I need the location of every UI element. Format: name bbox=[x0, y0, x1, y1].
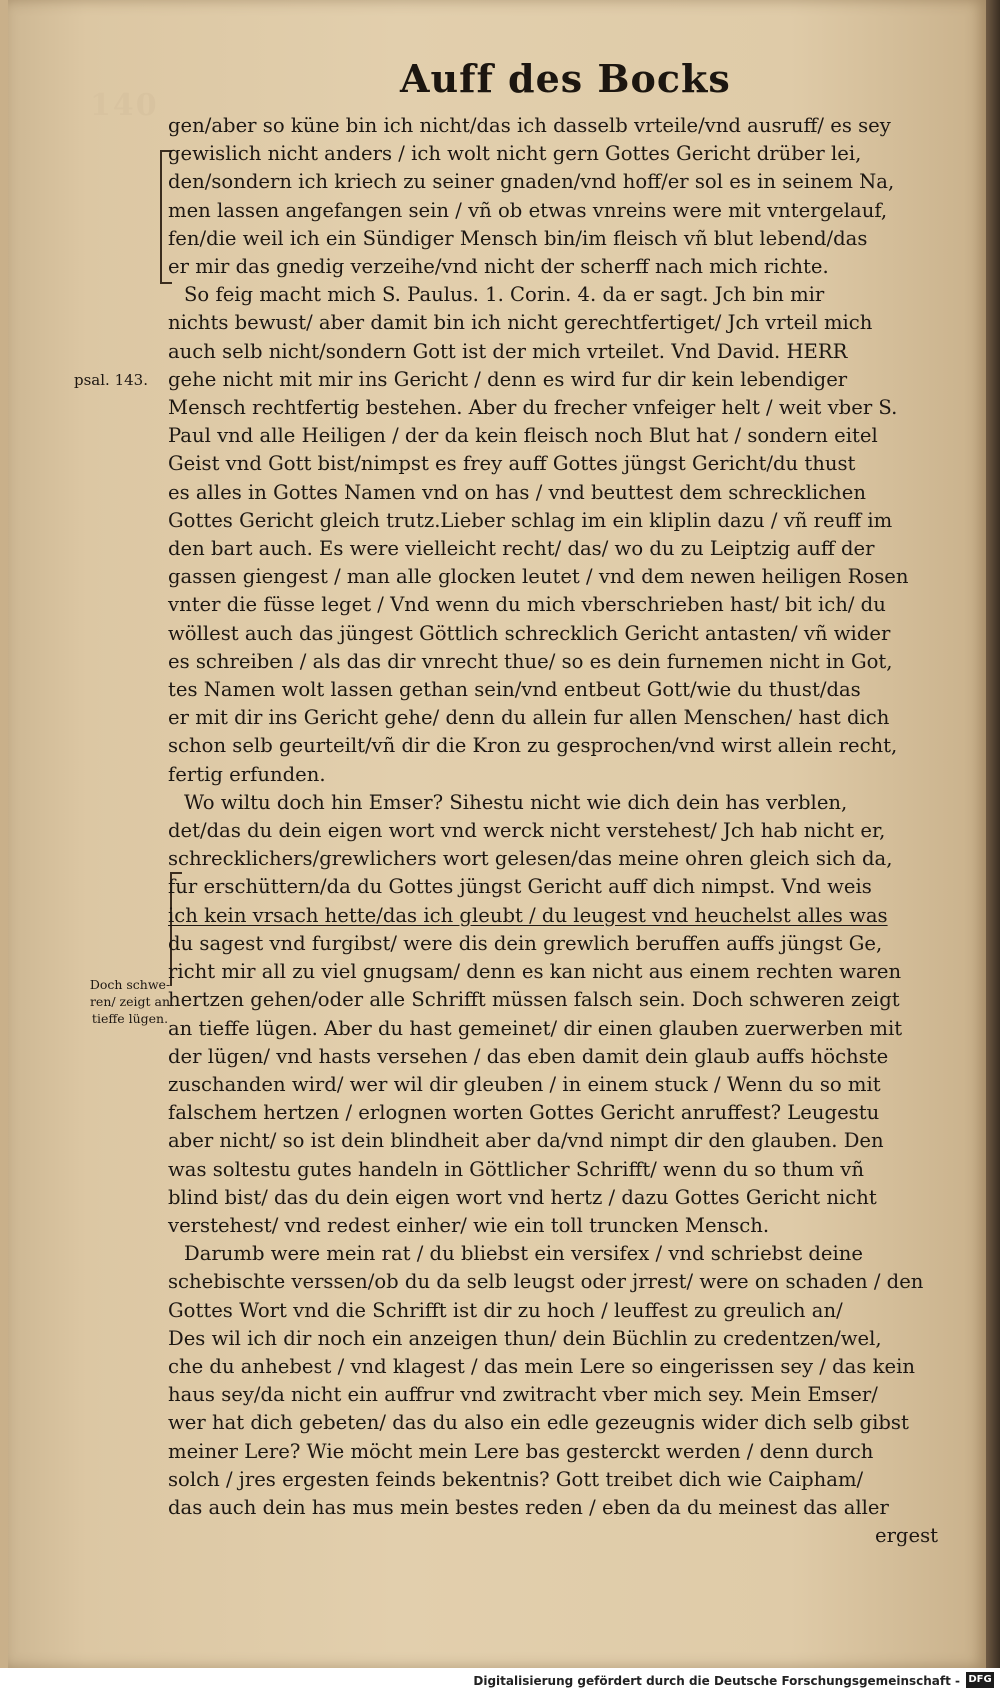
text-line: solch / jres ergesten feinds bekentnis? Gott treibet dich wie Caipham/ bbox=[168, 1467, 864, 1491]
text-line: men lassen angefangen sein / vñ ob etwas vnreins were mit vntergelauf, bbox=[168, 198, 888, 222]
text-line: Gottes Gericht gleich trutz.Lieber schlag im ein kliplin dazu / vñ reuff im bbox=[168, 508, 893, 532]
text-line: fur erschüttern/da du Gottes jüngst Gericht auff dich nimpst. Vnd weis bbox=[168, 875, 872, 899]
text-line: gen/aber so küne bin ich nicht/das ich dasselb vrteile/vnd ausruff/ es sey bbox=[168, 114, 891, 137]
catchword: ergest bbox=[874, 1524, 938, 1548]
text-line: Darumb were mein rat / du bliebst ein versifex / vnd schriebst deine bbox=[184, 1242, 863, 1266]
text-line: gewislich nicht anders / ich wolt nicht gern Gottes Gericht drüber lei, bbox=[168, 142, 862, 166]
text-line: tes Namen wolt lassen gethan sein/vnd entbeut Gott/wie du thust/das bbox=[168, 678, 861, 702]
text-line: das auch dein has mus mein bestes reden / eben da du meinest das aller bbox=[168, 1495, 889, 1519]
folio-number: 140 bbox=[90, 88, 159, 123]
text-line: den bart auch. Es were vielleicht recht/ das/ wo du zu Leiptzig auff der bbox=[168, 537, 875, 561]
dfg-logo: DFG bbox=[966, 1672, 994, 1688]
text-line: aber nicht/ so ist dein blindheit aber da/vnd nimpt dir den glauben. Den bbox=[168, 1129, 884, 1153]
text-line: wöllest auch das jüngest Göttlich schrecklich Gericht antasten/ vñ wider bbox=[168, 621, 891, 645]
text-line: er mit dir ins Gericht gehe/ denn du allein fur allen Menschen/ hast dich bbox=[168, 706, 890, 730]
text-line: che du anhebest / vnd klagest / das mein Lere so eingerissen sey / das kein bbox=[168, 1354, 915, 1378]
text-line: Wo wiltu doch hin Emser? Sihestu nicht wie dich dein has verblen, bbox=[184, 790, 848, 814]
text-line: auch selb nicht/sondern Gott ist der mich vrteilet. Vnd David. HERR bbox=[168, 339, 848, 363]
text-line: er mir das gnedig verzeihe/vnd nicht der scherff nach mich richte. bbox=[168, 255, 829, 279]
text-line: hertzen gehen/oder alle Schrifft müssen falsch sein. Doch schweren zeigt bbox=[168, 988, 900, 1012]
text-line: fertig erfunden. bbox=[168, 762, 326, 786]
text-line: was soltestu gutes handeln in Göttlicher Schrifft/ wenn du so thum vñ bbox=[168, 1157, 864, 1181]
margin-note-psalm: psal. 143. bbox=[74, 371, 148, 389]
text-line: wer hat dich gebeten/ das du also ein edle gezeugnis wider dich selb gibst bbox=[168, 1411, 909, 1435]
text-line: den/sondern ich kriech zu seiner gnaden/vnd hoff/er sol es in seinem Na, bbox=[168, 170, 895, 194]
text-line: schrecklichers/grewlichers wort gelesen/das meine ohren gleich sich da, bbox=[168, 847, 893, 871]
text-line: schebischte verssen/ob du da selb leugst oder jrrest/ were on schaden / den bbox=[168, 1270, 924, 1294]
text-line: blind bist/ das du dein eigen wort vnd hertz / dazu Gottes Gericht nicht bbox=[168, 1185, 877, 1209]
text-line: es alles in Gottes Namen vnd on has / vnd beuttest dem schrecklichen bbox=[168, 480, 866, 504]
footer-credit: Digitalisierung gefördert durch die Deutsche Forschungsgemeinschaft - bbox=[473, 1674, 960, 1688]
body-text bbox=[168, 112, 938, 1550]
text-line: es schreiben / als das dir vnrecht thue/ so es dein furnemen nicht in Got, bbox=[168, 649, 893, 673]
text-line: Gottes Wort vnd die Schrifft ist dir zu hoch / leuffest zu greulich an/ bbox=[168, 1298, 843, 1322]
text-line: Mensch rechtfertig bestehen. Aber du frecher vnfeiger helt / weit vber S. bbox=[168, 396, 898, 420]
text-line: nichts bewust/ aber damit bin ich nicht gerechtfertiget/ Jch vrteil mich bbox=[168, 311, 873, 335]
text-line: meiner Lere? Wie möcht mein Lere bas gesterckt werden / denn durch bbox=[168, 1439, 874, 1463]
page-edge bbox=[986, 0, 1000, 1668]
running-head: Auff des Bocks bbox=[400, 56, 731, 101]
text-line: gassen giengest / man alle glocken leutet / vnd dem newen heiligen Rosen bbox=[168, 565, 909, 589]
text-line: verstehest/ vnd redest einher/ wie ein toll truncken Mensch. bbox=[168, 1213, 770, 1237]
margin-note-doch-schweren: Doch schwe-ren/ zeigt an tieffe lügen. bbox=[89, 977, 171, 1026]
text-line: der lügen/ vnd hasts versehen / das eben damit dein glaub auffs höchste bbox=[168, 1044, 889, 1068]
text-line: haus sey/da nicht ein auffrur vnd zwitracht vber mich sey. Mein Emser/ bbox=[168, 1383, 878, 1407]
text-line: So feig macht mich S. Paulus. 1. Corin. 4. da er sagt. Jch bin mir bbox=[184, 283, 825, 307]
text-line: Paul vnd alle Heiligen / der da kein fleisch noch Blut hat / sondern eitel bbox=[168, 424, 878, 448]
text-line: gehe nicht mit mir ins Gericht / denn es wird fur dir kein lebendiger bbox=[168, 367, 848, 391]
text-line: an tieffe lügen. Aber du hast gemeinet/ dir einen glauben zuerwerben mit bbox=[168, 1016, 903, 1040]
text-line: fen/die weil ich ein Sündiger Mensch bin/im fleisch vñ blut lebend/das bbox=[168, 226, 868, 250]
text-line-underlined: ich kein vrsach hette/das ich gleubt / du leugest vnd heuchelst alles was bbox=[168, 903, 888, 927]
text-line: zuschanden wird/ wer wil dir gleuben / in einem stuck / Wenn du so mit bbox=[168, 1072, 881, 1096]
text-line: falschem hertzen / erlognen worten Gottes Gericht anruffest? Leugestu bbox=[168, 1101, 880, 1125]
text-line: schon selb geurteilt/vñ dir die Kron zu gesprochen/vnd wirst allein recht, bbox=[168, 734, 898, 758]
text-line: du sagest vnd furgibst/ were dis dein grewlich beruffen auffs jüngst Ge, bbox=[168, 931, 883, 955]
text-line: richt mir all zu viel gnugsam/ denn es kan nicht aus einem rechten waren bbox=[168, 960, 902, 984]
text-line: vnter die füsse leget / Vnd wenn du mich vberschrieben hast/ bit ich/ du bbox=[168, 593, 886, 617]
text-line: det/das du dein eigen wort vnd werck nicht verstehest/ Jch hab nicht er, bbox=[168, 819, 886, 843]
text-line: Des wil ich dir noch ein anzeigen thun/ dein Büchlin zu credentzen/wel, bbox=[168, 1326, 882, 1350]
text-line: Geist vnd Gott bist/nimpst es frey auff Gottes jüngst Gericht/du thust bbox=[168, 452, 856, 476]
